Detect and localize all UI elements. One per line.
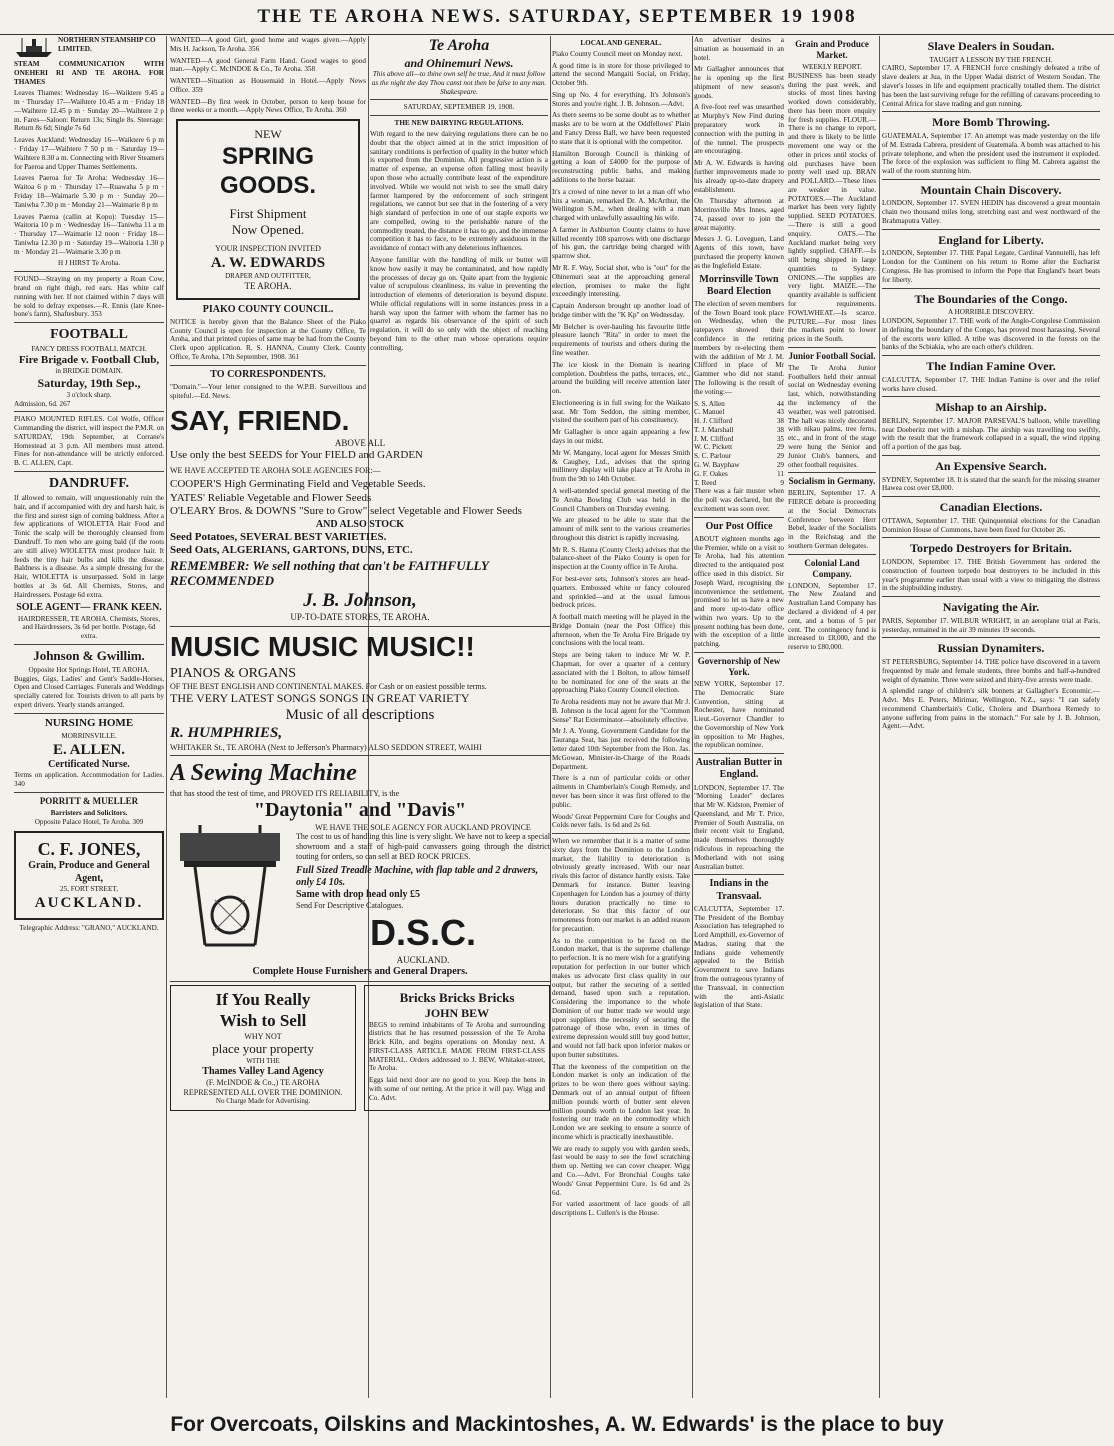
slave-sub: TAUGHT A LESSON BY THE FRENCH. — [929, 55, 1053, 64]
say-cooper: COOPER'S High Germinating Field and Vegetable Seeds. — [170, 478, 426, 491]
local-p: Mr Belcher is over-hauling his favourite little pleasure launch "Rita" in order to meet the requirements of tourists and others during the fine weather. — [552, 322, 690, 357]
colonial-title: Colonial Land Company. — [804, 557, 860, 579]
local-p: The ice kiosk in the Domain is nearing completion. Doubtless the paths, terraces, etc., around the building will receive attention later on. — [552, 360, 690, 396]
vote-name: T. J. Marshall — [694, 425, 734, 434]
nav-title: Navigating the Air. — [942, 600, 1040, 615]
nameplate-2: and Ohinemuri News. — [404, 55, 514, 70]
nursing-title: NURSING HOME — [44, 716, 134, 729]
steamship-icon — [14, 36, 54, 58]
motto: This above all—to thine own self be true, And it must follow as the night the day Thou canst not then be false to any man. Shakespeare. — [371, 70, 547, 96]
football-title: FOOTBALL — [50, 327, 128, 343]
football-where: in BRIDGE DOMAIN. — [55, 367, 123, 376]
dairy-p5: That the keenness of the competition on the London market is only an indication of the prizes to be won there goes without saying. Denmark out of an annual output of fifteen million pounds worth of butter sent eleven million pounds worth to London last year. In fostering our trade on the commodity which London we are seeking to ensure a source of income which is practically inexhaustible. — [552, 1062, 690, 1141]
sell-ad — [170, 985, 356, 1111]
junior-text: The Te Aroha Junior Footballers held their annual social on Wednesday evening last, which, notwithstanding the inclemency of the weather, was well patronised. The hall was nicely decorated with nikau palms, tree ferns, etc., and in front of the stage were hung the Senior and Junior Club's banners, and other football requisites. — [788, 363, 876, 469]
northern-title: NORTHERN STEAMSHIP CO LIMITED. — [58, 36, 156, 53]
nursing-cert: Certificated Nurse. — [48, 759, 130, 771]
say-above-all: ABOVE ALL — [334, 438, 386, 449]
slave-title: Slave Dealers in Soudan. — [927, 39, 1055, 53]
jones-tele: Telegraphic Address: "GRANO," AUCKLAND. — [19, 923, 159, 932]
johnson-sub: Opposite Hot Springs Hotel, TE AROHA. — [28, 665, 150, 674]
vote-row — [694, 426, 784, 435]
northern-sub: STEAM COMMUNICATION WITH ONEHERI RI AND TE AROHA. FOR THAMES — [14, 60, 164, 86]
air-title: Mishap to an Airship. — [935, 400, 1047, 415]
jones-name: C. F. JONES, — [37, 838, 141, 859]
local-p: Hamilton Borough Council is thinking of getting a loan of £4000 for the purpose of reconstructing public baths, and making additions to the horse bazaar. — [552, 149, 690, 184]
porritt-addr: Opposite Palace Hotel, Te Aroha. 309 — [34, 817, 144, 826]
dairy-title: THE NEW DAIRYING REGULATIONS. — [394, 119, 524, 128]
vote-count: 38 — [776, 417, 784, 426]
mv-text: The election of seven members of the Town Board took place on Wednesday, when the ratepayers showed their confidence in the retiring members by re-electing them with the addition of Mr J. M. Clifford in place of Mr Gammer who did not stand. The following is the result of the voting:— — [694, 299, 784, 396]
congo-title: The Boundaries of the Congo. — [914, 291, 1068, 306]
nursing-terms: Terms on application. Accommodation for Ladies. 340 — [14, 771, 164, 789]
sell-1: If You Really — [215, 990, 311, 1010]
vote-count: 29 — [776, 443, 784, 452]
bricks-4: Eggs laid next door are no good to you. Keep the hens in with some of our netting. At the price it will pay. Wigg and Co. Advt. — [369, 1076, 545, 1102]
sewing-drophead: Same with drop head only £5 — [296, 889, 421, 901]
local-p: Steps are being taken to induce Mr W. P. Chapman, for over a quarter of a century associated with the 1 Bolton, to allow himself to be nominated for one of the seats at the approaching Piako County Council election. — [552, 651, 690, 695]
mv-title: Morrinsville Town Board Election — [699, 273, 779, 297]
nursing-name: E. ALLEN. — [52, 741, 126, 758]
spring-line-7: A. W. EDWARDS — [210, 254, 326, 271]
local-p: Captain Anderson brought up another load of bridge timber with the "K Kp" on Wednesday. — [552, 302, 690, 319]
local-p: Piako County Council meet on Monday next. — [552, 49, 683, 58]
column-1 — [14, 36, 164, 1398]
music-songs: THE VERY LATEST SONGS SONGS IN GREAT VARIETY — [170, 691, 470, 706]
vote-row — [694, 435, 784, 444]
aus-text: LONDON, September 17. The "Morning Leader" declares that Mr W. Kidston, Premier of Queensland, and Mr T. Price, Premier of South Australia, on their recent visit to England, made themselves thoroughly ridiculous in reproaching the Motherland with not using Australian butter. — [694, 783, 784, 871]
spring-line-2: SPRING — [221, 142, 314, 170]
issue-date: SATURDAY, SEPTEMBER 19, 1908. — [403, 103, 515, 112]
music-humphries: R. HUMPHRIES, — [170, 725, 283, 742]
dairy-p3: When we remember that it is a matter of some sixty days from the Dominion to the London market, the liability to deterioration is obviously greatly increased. With our near rivals this factor of distance hardly exists. Take Denmark for instance. Butter leaving Copenhagen for London has a journey of thirty hours duration practically no time to deteriorate. So that this factor of our remoteness from our market is an added reason for precaution. — [552, 837, 690, 933]
found-notice: FOUND—Straying on my property a Roan Cow, brand on right thigh, red ears. Has white calf running with her. If not claimed within 7 days will be sold to defray expenses.—R. Ennis (late Knee-bone's farm), Shaftesbury. 353 — [14, 275, 164, 319]
wanted-1: WANTED—A good Girl, good home and wages given.—Apply Mrs H. Jackson, Te Aroha. 356 — [170, 36, 366, 53]
jones-city: AUCKLAND. — [34, 894, 144, 911]
dandruff-title: DANDRUFF. — [49, 476, 129, 492]
bomb-title: More Bomb Throwing. — [932, 115, 1050, 130]
wanted-3: WANTED—Situation as Housemaid in Hotel.—Apply News Office. 359 — [170, 77, 366, 94]
column-5b — [788, 36, 876, 1398]
mtn-text: LONDON, September 17. SVEN HEDIN has discovered a great mountain chain two thousand miles long, stretching east and west northward of the Brahmaputra Valley. — [882, 199, 1100, 226]
vote-name: S. S. Allen — [694, 399, 725, 408]
say-yates: YATES' Reliable Vegetable and Flower Seeds — [170, 491, 372, 504]
column-rule — [692, 36, 693, 1398]
spring-line-3: GOODS. — [219, 172, 316, 200]
johnson-title: Johnson & Gwillim. — [33, 648, 145, 663]
column-5a — [694, 36, 784, 1398]
music-pianos: PIANOS & ORGANS — [170, 665, 297, 681]
spring-line-6: YOUR INSPECTION INVITED — [215, 244, 321, 254]
dsc-furnishers: Complete House Furnishers and General Drapers. — [252, 965, 468, 977]
sewing-brands: "Daytonia" and "Davis" — [253, 799, 467, 822]
local-p: A football match meeting will be played in the Bridge Domain (near the Post Office) this afternoon, when the Te Aroha Fire Brigade try conclusions with the local team. — [552, 613, 690, 648]
spring-line-4: First Shipment — [229, 206, 307, 222]
can-text: OTTAWA, September 17. THE Quinquennial elections for the Canadian Dominion House of Commons, have been fixed for October 26. — [882, 516, 1100, 534]
say-potatoes: Seed Potatoes, SEVERAL BEST VARIETIES. — [170, 530, 387, 543]
sell-5: WITH THE — [246, 1057, 280, 1066]
local-p: A well-attended special general meeting of the Te Aroha Bowling Club was held in the Council Chambers on Thursday evening. — [552, 486, 690, 513]
news-p: On Thursday afternoon at Morrinsville Mrs Innes, aged 74, passed over to join the great majority. — [694, 197, 784, 232]
vote-count: 29 — [776, 460, 784, 469]
local-p: As there seems to be some doubt as to whether masks are to be worn at the Oddfellows' Plain and Fancy Dress Ball, we have been requested to state that it is optional with the competitor. — [552, 111, 690, 146]
vote-name: H. J. Clifford — [694, 417, 733, 426]
local-p: Mr R. S. Hanna (County Clerk) advises that the balance-sheet of the Piako County is open for inspection at the County office in Te Aroha. — [552, 545, 690, 572]
po-title: Our Post Office — [705, 520, 773, 532]
sewing-fullsize: Full Sized Treadle Machine, with flap table and 2 drawers, only £4 10s. — [296, 864, 539, 888]
can-title: Canadian Elections. — [939, 500, 1043, 515]
column-rule — [166, 36, 167, 1398]
local-p: A farmer in Ashburton County claims to have killed recently 108 sparrows with one discharge of his gun, the cartridge being charged with sparrow shot. — [552, 225, 690, 261]
wanted-2: WANTED—A good General Farm Hand. Good wages to good man.—Apply C. McINDOE & Co., Te Aroha. 358 — [170, 56, 366, 74]
sewing-machine-icon — [170, 825, 290, 955]
vote-name: S. C. Parlour — [694, 452, 732, 461]
soc-title: Socialism in Germany. — [788, 476, 876, 487]
po-text: ABOUT eighteen months ago the Premier, while on a visit to Te Aroha, had his attention directed to the antiquated post office used in this district. Sir Joseph Ward, recognising the inconvenience the settlement, promised to let us have a new and more up-to-date office within two years. Up to the present nothing has been done, with the exception of a little patching. — [694, 534, 784, 649]
gov-title: Governorship of New York. — [697, 656, 781, 677]
news-p: Mr A. W. Edwards is having further improvements made to his already up-to-date drapery establishment. — [694, 159, 784, 194]
local-p: Electioneering is in full swing for the Waikato seat. Mr Tom Seddon, the sitting member, visited the southern part of his constituency. — [552, 398, 690, 425]
congo-text: LONDON, September 17. THE work of the Anglo-Congolese Commission in defining the boundary of the Congo, has proved most harassing. Several of the escorts were killed. A tribe was discovered in the forests on the banks of the Scbiakia, who are each other's children. — [882, 316, 1100, 352]
sell-7: (F. McINDOE & Co.,) TE AROHA — [206, 1077, 320, 1087]
vote-name: G. F. Oakes — [694, 469, 728, 478]
sell-3: WHY NOT — [244, 1031, 282, 1041]
nursing-place: MORRINSVILLE. — [61, 732, 117, 741]
football-match: Fire Brigade v. Football Club, — [18, 353, 160, 366]
bomb-text: GUATEMALA, September 17. An attempt was made yesterday on the life of M. Estrada Cabrera, president of Guatemala. A bomb was attached to his private telephone, and when the president used the instrument it exploded. The force of the explosion was sufficient to fling M. Cabrera against the wall of the room stunning him. — [882, 131, 1100, 176]
porritt-title: PORRITT & MUELLER — [39, 796, 139, 806]
corr-text: "Domain."—Your letter consigned to the W.P.B. Surveillous and spiteful.—Ed. News. — [170, 382, 366, 400]
mv-after: There was a fair muster when the poll was declared, but the excitement was soon over. — [694, 487, 784, 513]
paeroa-times: Leaves Paeroa for Te Aroha: Wednesday 16—Waitoa 6 p m · Thursday 17—Ruawaha 5 p m · Friday 18—Waimarie 5.30 p m · Sunday 20—Taniwha 7.30 p m · Monday 21—Waimarie 8 p m — [14, 174, 164, 209]
ind-title: Indians in the Transvaal. — [709, 878, 769, 902]
sell-4: place your property — [212, 1041, 314, 1057]
eng-title: England for Liberty. — [938, 232, 1044, 247]
column-4 — [552, 36, 690, 1398]
grain-title: Grain and Produce Market. — [795, 39, 869, 60]
local-p: There is a run of particular colds or other ailments in Chamberlain's Cough Remedy, and never has been since it was first offered to the public. — [552, 774, 690, 809]
say-friend-title: SAY, FRIEND. — [170, 405, 350, 436]
vote-count: 43 — [776, 408, 784, 417]
tearoha-times: Leaves Paeroa (callin at Kopu): Tuesday 15—Waitoria 10 p m · Wednesday 16—Taniwha 11 a m · Thursday 17—Waimarie 12 noon · Friday 18—Taniwha 12.30 p m · Saturday 19—Waitoria 1.30 p m · Monday 21—Waimarie 3.30 p m — [14, 212, 164, 256]
football-time: 3 o'clock sharp. — [66, 390, 112, 399]
column-6 — [882, 36, 1100, 1398]
junior-title: Junior Football Social. — [788, 350, 876, 361]
slave-text: CAIRO, September 17. A FRENCH force crushingly defeated a tribe of slave dealers at Jua, in the Upper Wadai district of Western Soudan. The slaver's losses in life and equipment practically totalled them. The district has been the last surviving refuge for the refilling of caravans proceeding to Central Africa for slave trading and gun running. — [882, 64, 1100, 108]
vote-count: 38 — [776, 425, 784, 434]
local-p: Woods' Great Peppermint Cure for Coughs and Colds never fails. 1s 6d and 2s 6d. — [552, 812, 690, 830]
column-rule — [550, 36, 551, 1398]
vote-name: W. C. Pickett — [694, 443, 733, 452]
dairy-p7: For varied assortment of lace goods of all descriptions L. Cullen's is the House. — [552, 1200, 690, 1218]
local-p: For best-ever sets, Johnson's stores are head-quarters. Embossed white or fancy coloured and sprinkled—and at the usual famous bedrock prices. — [552, 574, 690, 610]
colonial-text: LONDON, September 17. The New Zealand and Australian Land Company has declared a dividend of 4 per cent, and a bonus of 5 per cent. The contingency fund is increased to £8,000, and the reserve to £80,000. — [788, 581, 876, 652]
nav-text: PARIS, September 17. WILBUR WRIGHT, in an aeroplane trial at Paris, yesterday, remained in the air 39 minutes 19 seconds. — [882, 616, 1100, 634]
say-also-stock: AND ALSO STOCK — [315, 518, 405, 530]
vote-name: G. W. Bayphaw — [694, 460, 740, 469]
say-remember: REMEMBER: We sell nothing that can't be FAITHFULLY RECOMMENDED — [170, 557, 489, 589]
spring-goods-ad — [176, 119, 360, 299]
congo-sub: A HORRIBLE DISCOVERY. — [948, 308, 1034, 317]
vote-count: 35 — [776, 434, 784, 443]
vote-row — [694, 461, 784, 470]
council-title: PIAKO COUNTY COUNCIL. — [202, 303, 334, 315]
mv-results — [694, 400, 784, 488]
sell-2: Wish to Sell — [219, 1010, 307, 1030]
vote-row — [694, 408, 784, 417]
news-p: Messrs J. G. Loveguen, Land Agents of this town, have purchased the property known as the Inglefield Estate. — [694, 235, 784, 270]
ads-block — [170, 404, 550, 1398]
torp-text: LONDON, September 17. THE British Government has ordered the construction of fourteen torpedo boat destroyers to be included in this year's programme earlier than usual with a view to mitigating the distress in the shipbuilding industry. — [882, 558, 1100, 593]
football-admission: Admission, 6d. 267 — [14, 399, 71, 408]
column-3 — [370, 36, 548, 398]
vote-count: 29 — [776, 452, 784, 461]
say-agencies: WE HAVE ACCEPTED TE AROHA SOLE AGENCIES FOR:— — [170, 465, 381, 475]
local-p: Mr R. F. Way, Social shot, who is "out" for the Ohinemuri seat at the approaching general election, promises to make the fight exceedingly interesting. — [552, 263, 690, 299]
rus-text: ST PETERSBURG, September 14. THE police have discovered in a tavern frequented by male and female students, three bombs and half-a-hundred weight of dynamite. Three were seized and thirty-five arrests were made. — [882, 657, 1100, 684]
vote-name: J. M. Clifford — [694, 434, 734, 443]
local-p: A good time is in store for those privileged to attend the second Mangaiti Social, on Friday, October 9th. — [552, 61, 690, 88]
dsc-city: AUCKLAND. — [396, 954, 450, 965]
local-title: LOCAL AND GENERAL. — [580, 39, 662, 47]
dairy-p2: Anyone familiar with the handling of milk or butter will know how easily it may be contaminated, and how rapidly the processes of decay go on. Quite apart from the hygienic value of scrupulous cleanliness, its value in preventing the introduction of elements of deterioration is beyond dispute. While official regulations will in some instances press in a harsh way upon the farmer with whom the farmer has no quarrel as regards his observance of the spirit of such regulation, it will do so only with the object of reaching beyond him to the other man whose operations require controlling. — [370, 255, 548, 352]
nameplate-1: Te Aroha — [428, 37, 490, 54]
column-rule — [879, 36, 880, 1398]
vote-row — [694, 479, 784, 488]
rifles-notice: PIAKO MOUNTED RIFLES. Col Wolfe, Officer Commanding the district, will inspect the P.M.R. on SATURDAY, 19th September, at Corrane's Homestead at 3 p.m. All members must attend. Fines for non-attendance will be strictly enforced. B. C. ALLEN, Capt. — [14, 415, 164, 468]
air-text: BERLIN, September 17. MAJOR PARSEVAL'S balloon, while travelling near Doeberitz met with a mishap. The airship was travelling too swiftly, with the result that the framework collapsed in a squall, the wind ripping off a portion of the gas bag. — [882, 416, 1100, 452]
rus-title: Russian Dynamiters. — [937, 641, 1045, 656]
bricks-3: BEGS to remind inhabitants of Te Aroha and surrounding districts that he has resumed possession of the Te Aroha Brick Kiln, and begins operations on Monday next. A FIRST-CLASS ARTICLE MADE FROM FIRST-CLASS MATERIAL. Orders addressed to J. BEW, Whitaker-street, Te Aroha. — [369, 1020, 545, 1073]
bricks-2: JOHN BEW — [424, 1005, 490, 1020]
football-date: Saturday, 19th Sep., — [37, 376, 141, 391]
eng-text: LONDON, September 17. THE Papal Legate, Cardinal Vannutelli, has left London for the Continent on his return to Rome after the Eucharist Congress. He has promised to inform the Pope that England's heart beats for liberty. — [882, 249, 1100, 284]
sewing-proved: that has stood the test of time, and PROVED ITS RELIABILITY, is the — [170, 788, 400, 798]
dairy-p4: As to the competition to be faced on the London market, that is the supreme challenge to perfection. It is no mere wish for a gratifying reputation for perfection in our butter which makes us advocate first class quality in our output, but rather the securing of a settled demand, based upon such a reputation. Considering the importance to the whole Dominion of our butter trade we would urge upon suppliers the necessity of securing the patronage of those who, even in times of extreme depression would still buy good butter, and would not fall back upon inferior makes or upon butter substitutes. — [552, 936, 690, 1059]
corr-title: TO CORRESPONDENTS. — [210, 368, 326, 380]
dsc-title: D.S.C. — [369, 912, 476, 954]
keen-agent: SOLE AGENT— FRANK KEEN. — [16, 602, 162, 614]
vote-count: 11 — [777, 469, 784, 478]
vote-name: T. Reed — [694, 478, 717, 487]
spring-line-1: NEW — [254, 127, 282, 142]
dairy-p6: We are ready to supply you with garden seeds, fast would be easy to see the fowl scratching them up. Netting we can cover cheaper. Wigg and Co.—Advt. For Bronchial Coughs take Woods' Great Peppermint Cure. 1s 6d and 2s 6d. — [552, 1144, 690, 1197]
news-p: Mr Gallagher announces that he is opening up the first shipment of new season's goods. — [694, 65, 784, 100]
vote-row — [694, 400, 784, 409]
vote-count: 44 — [776, 399, 784, 408]
porritt-sub: Barristers and Solicitors. — [50, 808, 128, 817]
mtn-title: Mountain Chain Discovery. — [920, 182, 1062, 197]
dandruff-text: If allowed to remain, will unquestionably ruin the hair, and if accompanied with dry and harsh hair, is the first and surest sign of coming baldness. After a few applications of WIOLETTA Hair Food and Tonic the scalp will be thoroughly cleansed from Dandruff. To men who are going bald (if the roots are still alive) WIOLETTA must produce hair. It feeds the tiny hair bulbs and kills the disease. Baldness is a disease. As a simple dressing for the Hair, WIOLETTA is unsurpassed. Sold in large bottles at 3s 6d. All Chemists, Stores, and Hairdressers. Postage 6d extra. — [14, 494, 164, 599]
local-p: Mr W. Mangany, local agent for Messrs Smith & Caughey, Ltd., advises that the spring millinery display will take place at Te Aroha in from the 9th to 14th October. — [552, 448, 690, 484]
sewing-title: A Sewing Machine — [170, 760, 357, 787]
agent-name: H J HIRST Te Aroha. — [57, 259, 121, 268]
jones-trade: Grain, Produce and General Agent, — [28, 860, 150, 884]
aus-title: Australian Butter in England. — [695, 757, 783, 781]
football-sub: FANCY DRESS FOOTBALL MATCH. — [31, 345, 147, 354]
news-p: A five-foot reef was unearthed at Murphy's New Find during preparatory work in connection with the putting in of the tunnel. The prospects are encouraging. — [694, 103, 784, 156]
local-p: Mr J. A. Young, Government Candidate for the Tauranga Seat, has just received the following letter dated 10th September from the Hon. Jas. McGowan, Minister-in-Charge of the Roads Department. — [552, 727, 690, 771]
famine-title: The Indian Famine Over. — [926, 359, 1056, 374]
vote-row — [694, 417, 784, 426]
jones-ad — [14, 831, 164, 920]
thames-times: Leaves Thames: Wednesday 16—Waiktere 9.45 a m · Thursday 17—Waihtere 10.45 a m · Friday 18—Waihtere 12.45 p m · Sunday 20—Waihtere 2 p m. Fares—Saloon: Return 13s; Single 8s. Steerage: Return 8s 6d; Single 7s 6d — [14, 89, 164, 133]
sell-9: No Charge Made for Advertising. — [215, 1097, 311, 1106]
dairy-p1: With regard to the new dairying regulations there can be no doubt that the object aimed at in the strict imposition of sanitary conditions is perfection of quality in the butter which is exported from the Dominion. All progressive action is a matter of expense, an expense often falling most heavily upon those who actually contribute least of the expenditure involved. While we would not wish to see the small dairy farmer hampered by the enforcement of such stringent regulations, we cannot but see that in the fostering of a very high standard of perfection in one of our staple exports we are compelled, owing to the perishable nature of the commodity treated, the distance it has to go, and the immense competition it has to face, to be extremely assiduous in the avoidance of contact with any deleterious influences. — [370, 130, 548, 253]
sewing-agency: WE HAVE THE SOLE AGENCY FOR AUCKLAND PROVINCE — [315, 822, 531, 832]
auckland-times: Leaves Auckland: Wednesday 16—Waiktere 6 p m · Friday 17—Waihtere 7 50 p m · Saturday 19—Waihtere 8.30 a m. Connecting with River Steamers for Paeroa and Upper Thames Settlements. — [14, 136, 164, 171]
exp-title: An Expensive Search. — [935, 459, 1047, 474]
music-title: MUSIC MUSIC MUSIC!! — [170, 631, 475, 663]
vote-name: C. Manuel — [694, 408, 725, 417]
famine-text: CALCUTTA, September 17. THE Indian Famine is over and the relief works have closed. — [882, 375, 1100, 393]
say-seeds: Use only the best SEEDS for Your FIELD and GARDEN — [170, 449, 423, 462]
music-address: WHITAKER St., TE AROHA (Next to Jefferson's Pharmacy) ALSO SEDDON STREET, WAIHI — [170, 742, 482, 752]
soc-text: BERLIN, September 17. A FIERCE debate is proceeding at the Social Democrats Conference between Herr Bebel, leader of the Socialists in the Reichstag and the southern German delegates. — [788, 489, 876, 550]
council-text: NOTICE is hereby given that the Balance Sheet of the Piako County Council is open for inspection at the County Office, Te Aroha, and that printed copies of same may be had from the County Clerk upon application. R. S. HANNA, County Clerk. County Office, Te Aroha, 17th September, 1908. 361 — [170, 317, 366, 361]
sewing-catalogues: Send For Descriptive Catalogues. — [296, 901, 404, 911]
vote-count: 9 — [780, 478, 784, 487]
vote-row — [694, 470, 784, 479]
music-makes: OF THE BEST ENGLISH AND CONTINENTAL MAKES. For Cash or on easiest possible terms. — [170, 681, 487, 691]
local-p: Te Aroha residents may not be aware that Mr J. B. Johnson is the local agent for the "Common Sense" Rat Exterminator—absolutely effective. — [552, 698, 690, 724]
bricks-ad — [364, 985, 550, 1111]
music-all: Music of all descriptions — [285, 706, 435, 723]
vote-row — [694, 443, 784, 452]
footer-ad: For Overcoats, Oilskins and Mackintoshes, A. W. Edwards' is the place to buy — [170, 1413, 944, 1436]
say-johnson: J. B. Johnson, — [303, 590, 417, 612]
masthead: THE TE AROHA NEWS. SATURDAY, SEPTEMBER 19 1908 — [0, 0, 1114, 35]
bricks-1: Bricks Bricks Bricks — [399, 990, 515, 1006]
gov-text: NEW YORK, September 17. The Democratic State Convention, sitting at Rochester, have nominated Lieut.-Governor Chandler to the Governorship of New York in opposition to Mr Hughes, the republican nominee. — [694, 679, 784, 750]
news-p: An advertiser desires a situation as housemaid in an hotel. — [694, 36, 784, 62]
spring-line-5: Now Opened. — [231, 222, 305, 238]
grain-text: BUSINESS has been steady during the past week, and stocks of most lines having worked down considerably, there has been more enquiry for fresh supplies. FLOUR.—There is no change to report, and there is likely to be little movement one way or the other in prices until stocks of old purchases have been pretty well used up. BRAN and POLLARD.—These lines are weaker in value. POTATOES.—The Auckland market has been very lightly supplied. SEED POTATOES.—There is still a good enquiry. OATS.—The Auckland market being very lightly supplied. CHAFF.—Is still being shipped in large quantities to Sydney. ONIONS.—The supplies are very light. MAIZE.—The quantity available is sufficient for requirements. FOWLWHEAT.—Is scarce. PUTURE.—For most lines the markets point to lower prices in the South. — [788, 71, 876, 344]
grain-sub: WEEKLY REPORT. — [802, 62, 862, 71]
johnson-text: Buggies, Gigs, Ladies' and Gent's Saddle-Horses, Open and Closed Carriages. Funerals and Weddings specially catered for. Tourists driven to all parts by expert drivers. Yearly stands arranged. — [14, 674, 164, 709]
say-oleary: O'LEARY Bros. & DOWNS "Sure to Grow" select Vegetable and Flower Seeds — [170, 505, 522, 518]
wanted-4: WANTED—By first week in October, person to keep house for three weeks or a month.—Apply News Office, Te Aroha. 360 — [170, 97, 366, 115]
local-p: Sing up No. 4 for everything. It's Johnson's Stores and you're right. J. B. Johnson.—Advt. — [552, 90, 690, 108]
vote-row — [694, 452, 784, 461]
sewing-cost: The cost to us of handling this line is very slight. We have not to keep a special showroom and a staff of high-paid canvassers going through the district touting for orders, so can sell at BED ROCK PRICES. — [296, 832, 550, 861]
local-p: We are pleased to be able to state that the amount of milk sent to the various creameries throughout this district is rapidly increasing. — [552, 516, 690, 542]
sell-8: REPRESENTED ALL OVER THE DOMINION. — [183, 1087, 343, 1097]
jones-addr: 25, FORT STREET, — [59, 884, 118, 893]
spring-line-9: TE AROHA. — [244, 280, 292, 291]
say-oats: Seed Oats, ALGERIANS, GARTONS, DUNS, ETC. — [170, 544, 413, 557]
spring-line-8: DRAPER AND OUTFITTER, — [225, 272, 311, 281]
sell-6: Thames Valley Land Agency — [202, 1065, 324, 1077]
exp-text: SYDNEY, September 18. It is stated that the search for the missing steamer Hawea cost over £8,000. — [882, 475, 1100, 493]
local-p: It's a crowd of nine never to let a man off who hits a woman, remarked Dr. A. McArthur, the Wellington S.M., when dealing with a man charged with unlawfully assaulting his wife. — [552, 187, 690, 223]
keen-text: HAIRDRESSER, TE AROHA. Chemists, Stores, and Hairdressers, 3s 6d per bottle. Postage, 6d extra. — [17, 614, 161, 641]
ind-text: CALCUTTA, September 17. The President of the Bombay Association has telegraphed to Lord Ampthill, ex-Governor of Madras, stating that the Indians guide vehemently appealed to the British Government to save Indians from the outrageous tyranny of the Transvaal, in connection with the anti-Asiatic legislation of that State. — [694, 904, 784, 1010]
rus-after: A splendid range of children's silk bonnets at Gallagher's Economic.—Advt. Mrs E. Peters, Mirimar, Wellington, N.Z., says: "I can safely recommend Chamberlain's Colic, Cholera and Diarrhoea Remedy to anyone suffering from pains in the stomach." For sale by J. B. Johnson, Agent.—Advt. — [882, 687, 1100, 731]
local-p: Mr Gallagher is once again appearing a few days in our midst. — [552, 428, 690, 446]
torp-title: Torpedo Destroyers for Britain. — [910, 541, 1072, 556]
say-stores: UP-TO-DATE STORES, TE AROHA. — [290, 612, 430, 623]
